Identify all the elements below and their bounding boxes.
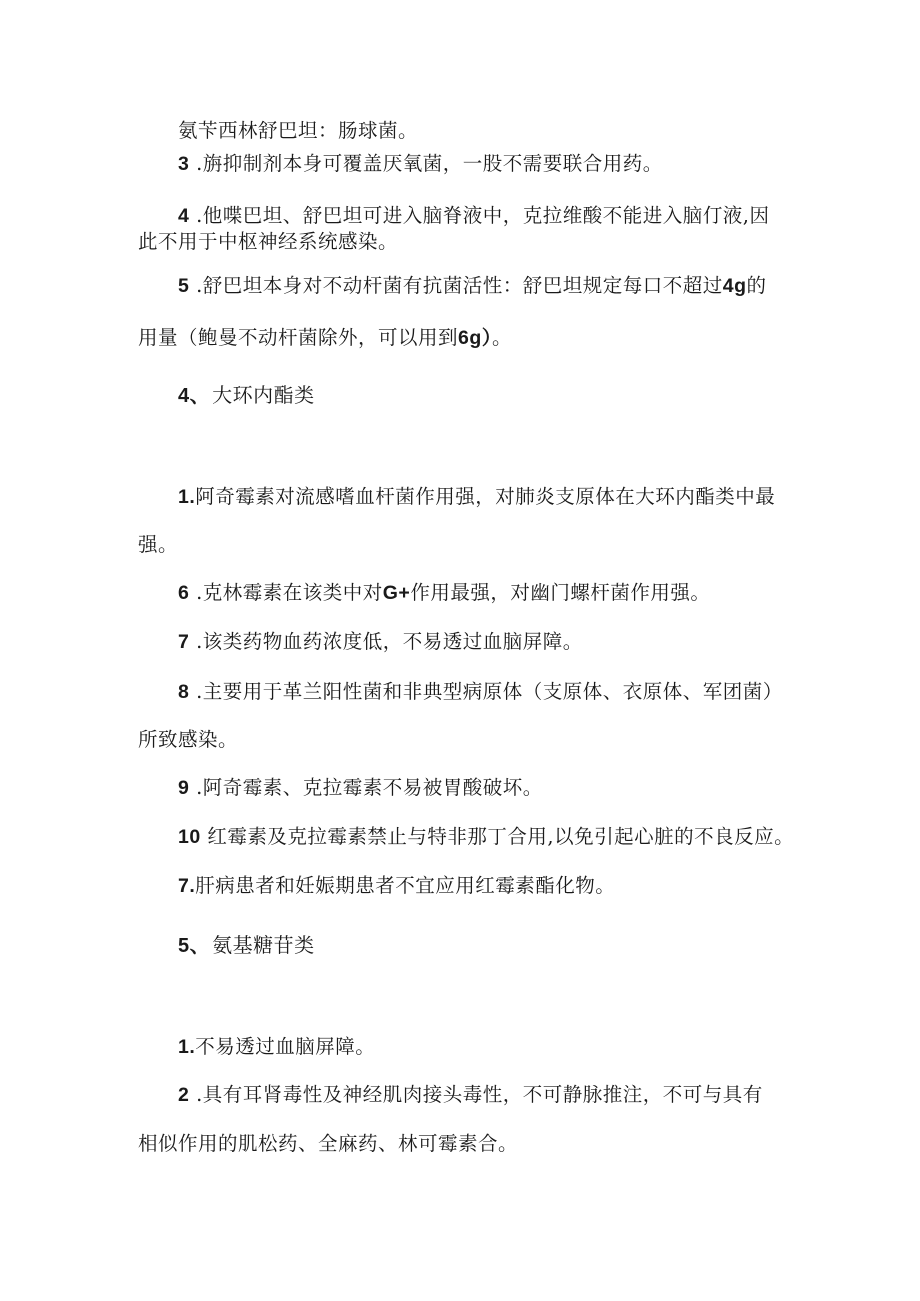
section-heading (178, 382, 315, 409)
item-number: 3 (178, 153, 190, 175)
item-text: .他喋巴坦、舒巴坦可进入脑脊液中，克拉维酸不能进入脑仃液,因 (196, 204, 770, 227)
list-item (178, 484, 775, 510)
item-text: .舒巴坦本身对不动杆菌有抗菌活性：舒巴坦规定每口不超过 (196, 274, 723, 297)
heading-text: 氨基糖苷类 (212, 933, 315, 957)
list-item (178, 1082, 763, 1108)
list-item-continuation (138, 1131, 518, 1157)
section-heading (178, 932, 315, 959)
heading-number: 4、 (178, 385, 211, 407)
item-number: 9 (178, 777, 190, 799)
item-number: 7. (178, 875, 196, 897)
heading-text: 大环内酯类 (212, 383, 315, 407)
item-text: 阿奇霉素对流感嗜血杆菌作用强，对肺炎支原体在大环内酯类中最 (195, 485, 776, 508)
item-text: 的 (746, 274, 767, 297)
item-text: 此不用于中枢神经系统感染。 (138, 230, 399, 253)
list-item (178, 1034, 375, 1060)
list-item (178, 273, 767, 299)
list-item (178, 679, 783, 705)
item-text: 用量（鲍曼不动杆菌除外，可以用到 (138, 326, 459, 349)
paragraph-line (178, 118, 418, 144)
list-item-continuation (138, 727, 238, 753)
item-number: 5 (178, 275, 190, 297)
item-number: 1. (178, 486, 196, 508)
item-number: 2 (178, 1084, 190, 1106)
item-text: .克林霉素在该类中对 (196, 581, 383, 604)
item-number: 8 (178, 681, 190, 703)
item-text-bold: 4g (722, 275, 747, 297)
item-text: 所致感染。 (138, 728, 239, 751)
list-item-continuation (138, 229, 398, 255)
list-item-continuation (138, 325, 512, 351)
item-number: 6 (178, 582, 190, 604)
item-text: .该类药物血药浓度低，不易透过血脑屏障。 (196, 630, 583, 653)
list-item (178, 629, 583, 655)
item-text-bold: 6g） (458, 327, 493, 349)
item-text-bold: G+ (382, 582, 411, 604)
item-text: 不易透过血脑屏障。 (195, 1035, 376, 1058)
item-number: 1. (178, 1036, 196, 1058)
item-text: .旃抑制剂本身可覆盖厌氧菌，一股不需要联合用药。 (196, 152, 663, 175)
item-number: 10 (178, 826, 201, 848)
item-text: 红霉素及克拉霉素禁止与特非那丁合用,以免引起心脏的不良反应。 (207, 825, 795, 848)
list-item-continuation (138, 532, 178, 558)
list-item (178, 824, 794, 850)
text: 氨苄西林舒巴坦：肠球菌。 (178, 119, 419, 142)
item-text: 作用最强，对幽门螺杆菌作用强。 (410, 581, 711, 604)
list-item (178, 151, 663, 177)
item-text: 。 (492, 326, 513, 349)
item-text: .主要用于革兰阳性菌和非典型病原体（支原体、衣原体、军团菌） (196, 680, 783, 703)
item-text: 强。 (138, 533, 179, 556)
list-item (178, 873, 615, 899)
heading-number: 5、 (178, 935, 211, 957)
list-item (178, 775, 543, 801)
item-text: .具有耳肾毒性及神经肌肉接头毒性，不可静脉推注，不可与具有 (196, 1083, 763, 1106)
item-number: 7 (178, 631, 190, 653)
list-item (178, 580, 710, 606)
item-text: 相似作用的肌松药、全麻药、林可霉素合。 (138, 1132, 519, 1155)
list-item (178, 203, 769, 229)
item-text: .阿奇霉素、克拉霉素不易被胃酸破坏。 (196, 776, 543, 799)
item-number: 4 (178, 205, 190, 227)
item-text: 肝病患者和妊娠期患者不宜应用红霉素酯化物。 (195, 874, 616, 897)
